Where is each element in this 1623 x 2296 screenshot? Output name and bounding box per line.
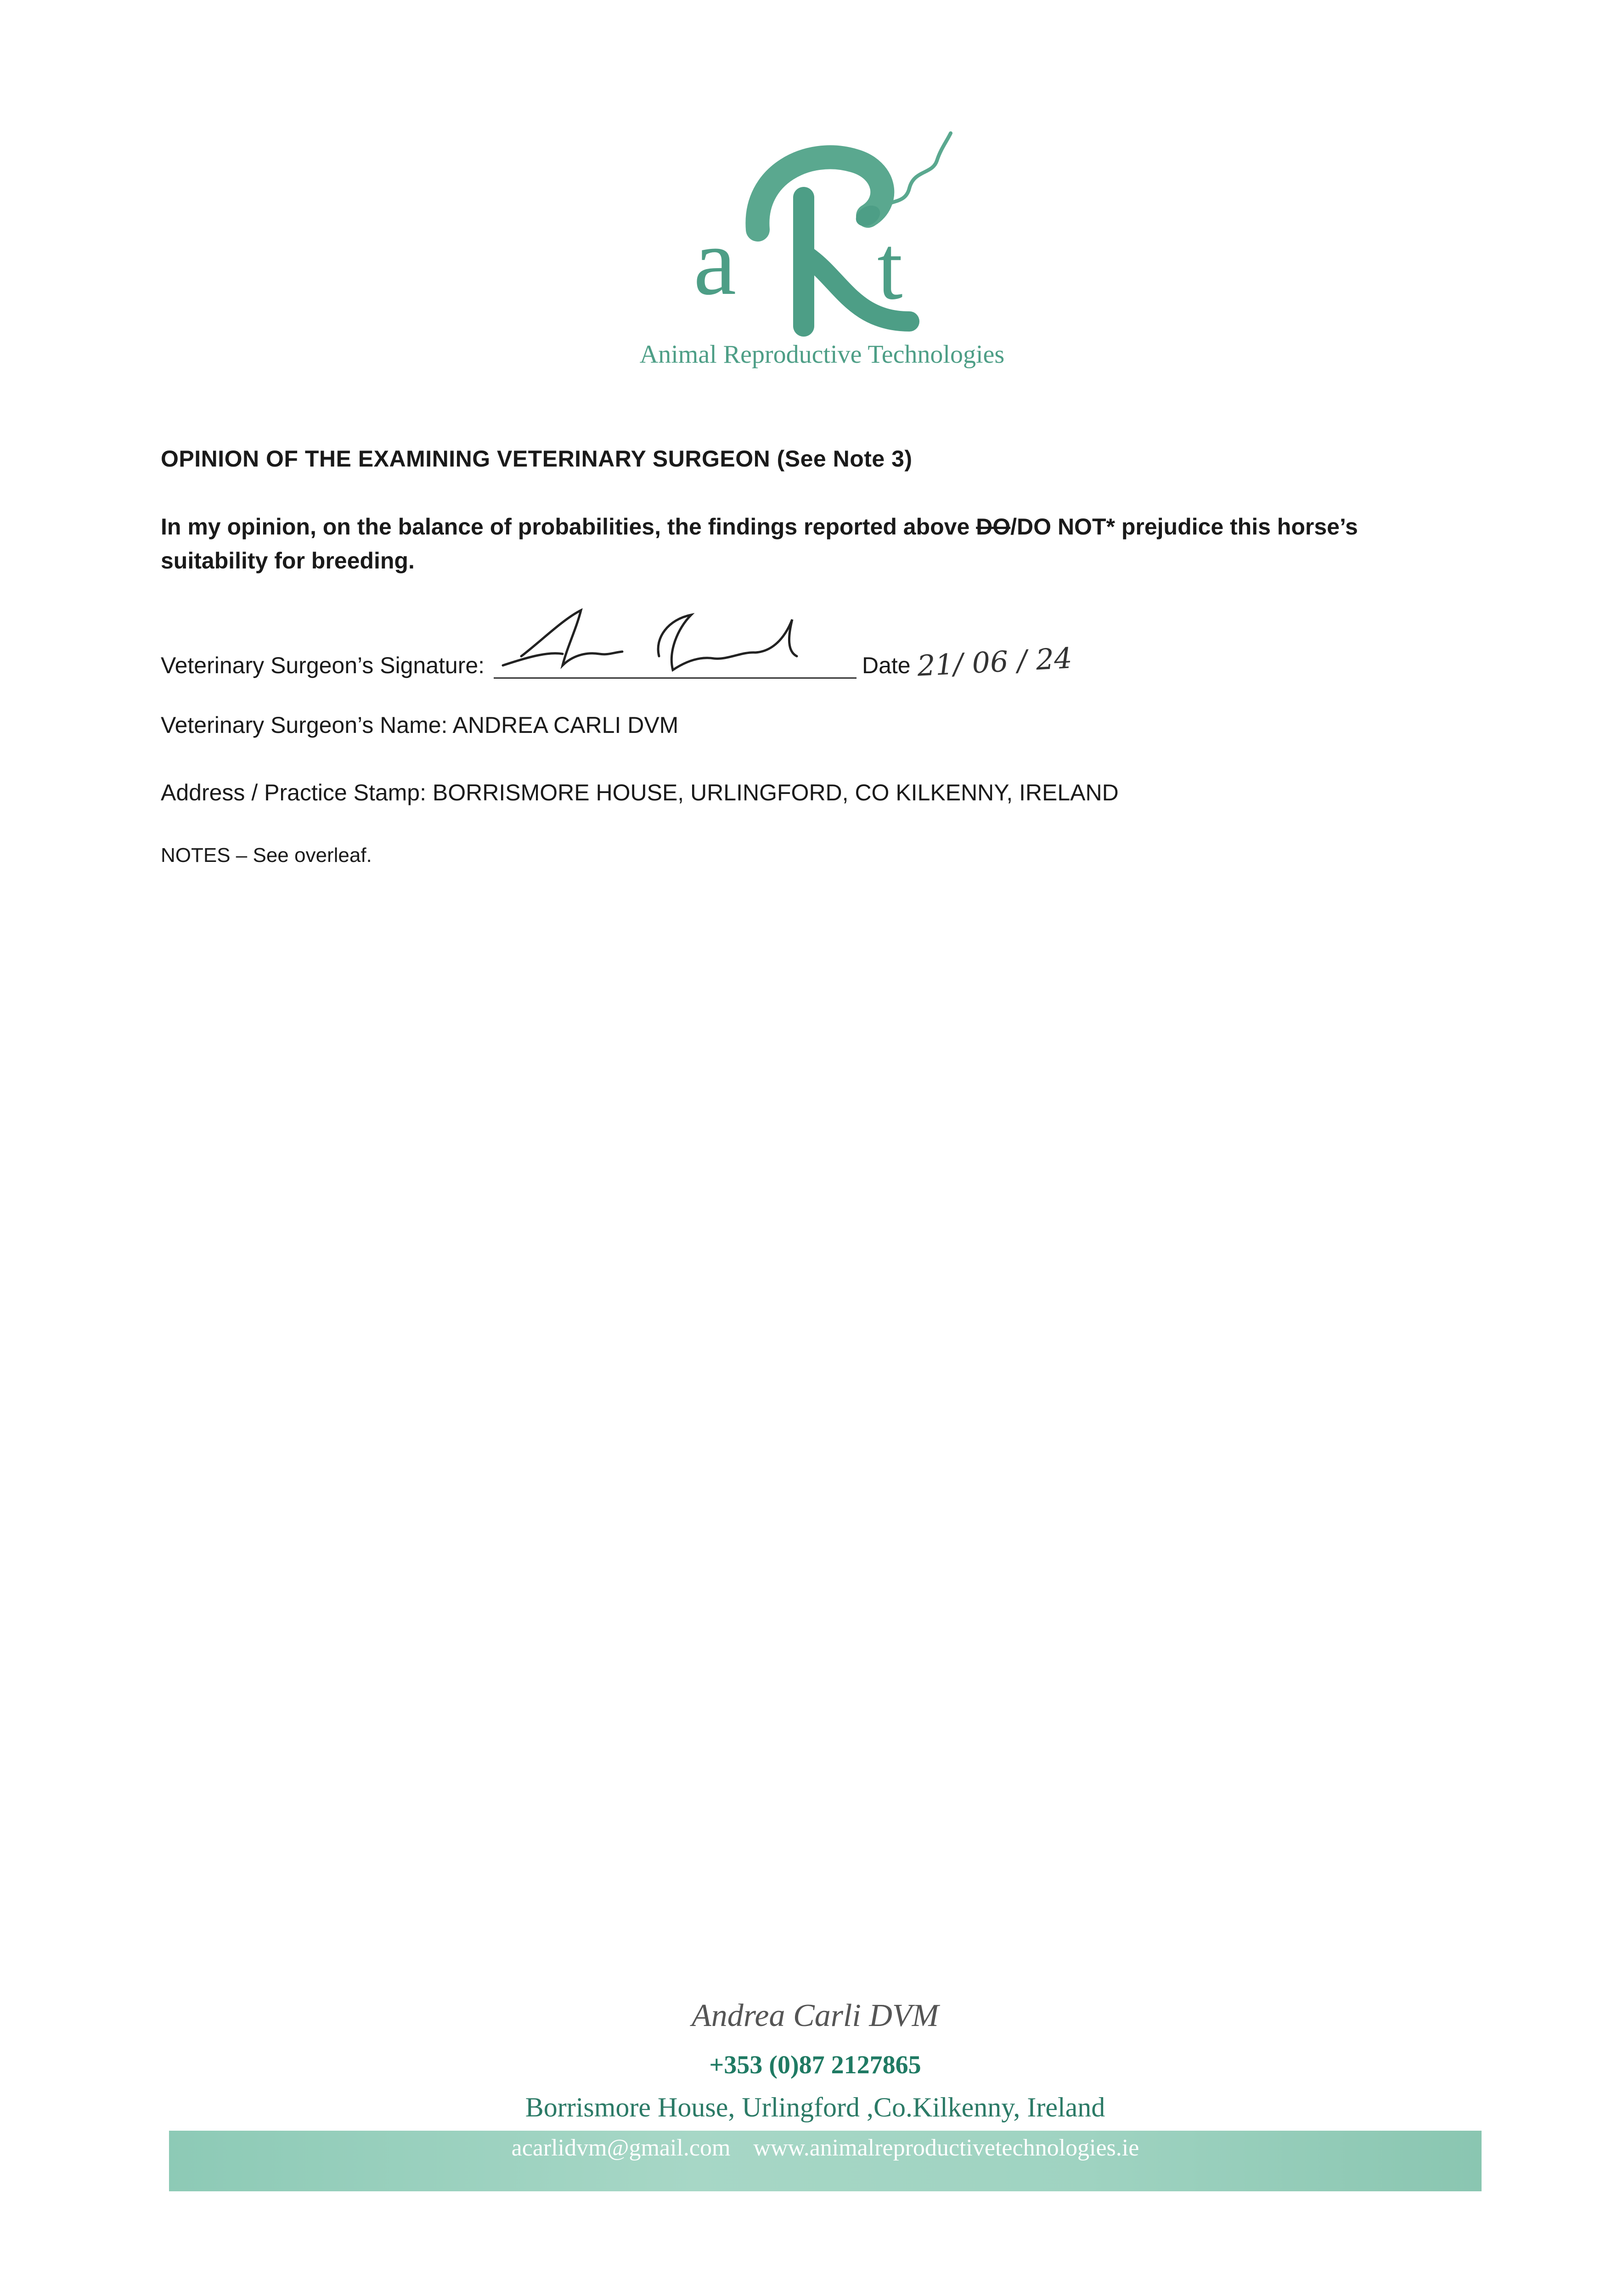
- form-heading: OPINION OF THE EXAMINING VETERINARY SURGEON (See Note 3): [161, 446, 913, 472]
- name-label: Veterinary Surgeon’s Name:: [161, 712, 453, 738]
- svg-text:t: t: [877, 217, 903, 319]
- logo-caption: Animal Reproductive Technologies: [639, 340, 1005, 369]
- footer-website: www.animalreproductivetechnologies.ie: [753, 2135, 1139, 2161]
- svg-text:a: a: [693, 208, 737, 315]
- name-value: ANDREA CARLI DVM: [452, 712, 679, 738]
- name-row: [161, 712, 678, 738]
- signature-line: [494, 652, 857, 679]
- footer-contacts: [169, 2134, 1482, 2161]
- handwritten-date: 21/ 06 / 24: [916, 641, 1073, 683]
- opinion-statement: [161, 510, 1470, 578]
- struck-option: DO: [976, 514, 1011, 540]
- notes-text: NOTES – See overleaf.: [161, 844, 372, 867]
- footer-phone: +353 (0)87 2127865: [709, 2051, 921, 2079]
- footer-name: Andrea Carli DVM: [692, 1998, 939, 2033]
- address-row: [161, 779, 1119, 806]
- address-value: BORRISMORE HOUSE, URLINGFORD, CO KILKENNY, IRELAND: [432, 780, 1119, 805]
- address-label: Address / Practice Stamp:: [161, 780, 433, 805]
- signature-row: [161, 641, 1073, 683]
- footer-address: Borrismore House, Urlingford ,Co.Kilkenny, Ireland: [525, 2092, 1105, 2122]
- date-label: Date: [862, 653, 911, 678]
- handwritten-signature: [494, 601, 843, 679]
- opinion-text-after: /DO NOT* prejudice this horse’s suitability for breeding.: [161, 514, 1358, 574]
- footer-email: acarlidvm@gmail.com: [511, 2135, 731, 2161]
- opinion-text-before: In my opinion, on the balance of probabilities, the findings reported above: [161, 514, 976, 540]
- signature-label: Veterinary Surgeon’s Signature:: [161, 653, 491, 678]
